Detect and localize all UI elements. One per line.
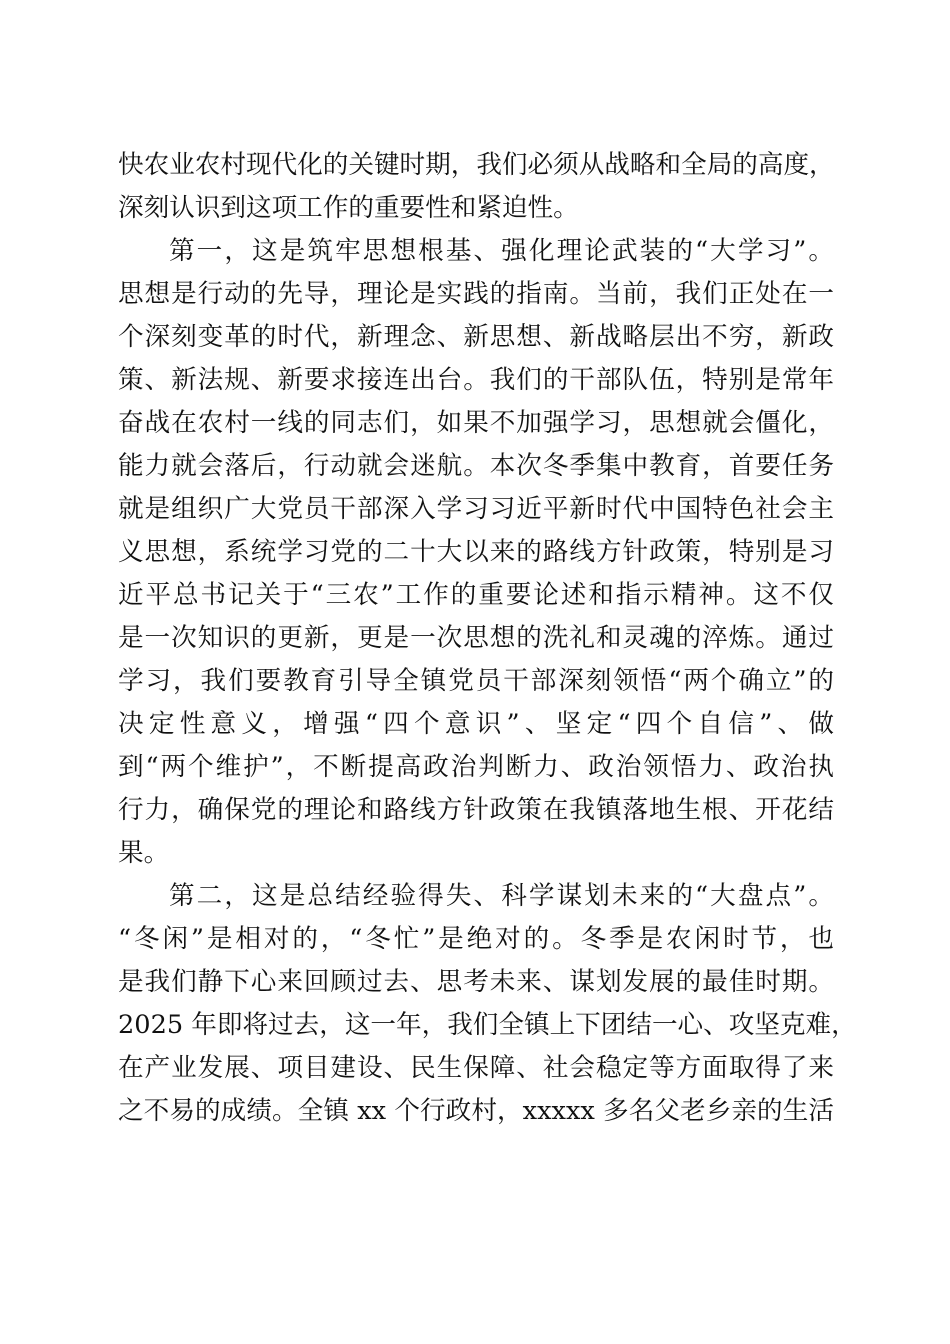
text-line: 是一次知识的更新，更是一次思想的洗礼和灵魂的淬炼。通过 bbox=[118, 623, 834, 653]
paragraph-heading-line: 第二，这是总结经验得失、科学谋划未来的“大盘点”。 bbox=[169, 881, 834, 911]
text-line: 决定性意义，增强“四个意识”、坚定“四个自信”、做 bbox=[118, 709, 834, 739]
text-line: 果。 bbox=[118, 838, 170, 868]
text-line: 策、新法规、新要求接连出台。我们的干部队伍，特别是常年 bbox=[118, 365, 834, 395]
text-line: 2025 年即将过去，这一年，我们全镇上下团结一心、攻坚克难， bbox=[118, 1010, 857, 1040]
text-line: 到“两个维护”，不断提高政治判断力、政治领悟力、政治执 bbox=[118, 752, 834, 782]
document-body bbox=[118, 144, 857, 1133]
text-line: 是我们静下心来回顾过去、思考未来、谋划发展的最佳时期。 bbox=[118, 967, 834, 997]
text-line: 能力就会落后，行动就会迷航。本次冬季集中教育，首要任务 bbox=[118, 451, 834, 481]
text-line: 行力，确保党的理论和路线方针政策在我镇落地生根、开花结 bbox=[118, 795, 834, 825]
paragraph-heading-line: 第一，这是筑牢思想根基、强化理论武装的“大学习”。 bbox=[169, 236, 834, 266]
text-line: 学习，我们要教育引导全镇党员干部深刻领悟“两个确立”的 bbox=[118, 666, 834, 696]
text-line: 深刻认识到这项工作的重要性和紧迫性。 bbox=[118, 193, 579, 223]
text-line: 在产业发展、项目建设、民生保障、社会稳定等方面取得了来 bbox=[118, 1053, 834, 1083]
text-line: 义思想，系统学习党的二十大以来的路线方针政策，特别是习 bbox=[118, 537, 834, 567]
text-line: 就是组织广大党员干部深入学习习近平新时代中国特色社会主 bbox=[118, 494, 834, 524]
text-line: 个深刻变革的时代，新理念、新思想、新战略层出不穷，新政 bbox=[118, 322, 834, 352]
text-line: 思想是行动的先导，理论是实践的指南。当前，我们正处在一 bbox=[118, 279, 834, 309]
text-line: 快农业农村现代化的关键时期，我们必须从战略和全局的高度， bbox=[118, 150, 835, 180]
text-line: 近平总书记关于“三农”工作的重要论述和指示精神。这不仅 bbox=[118, 580, 834, 610]
text-line: 之不易的成绩。全镇 xx 个行政村，xxxxx 多名父老乡亲的生活 bbox=[118, 1096, 834, 1126]
text-line: 奋战在农村一线的同志们，如果不加强学习，思想就会僵化， bbox=[118, 408, 834, 438]
text-line: “冬闲”是相对的，“冬忙”是绝对的。冬季是农闲时节，也 bbox=[118, 924, 834, 954]
